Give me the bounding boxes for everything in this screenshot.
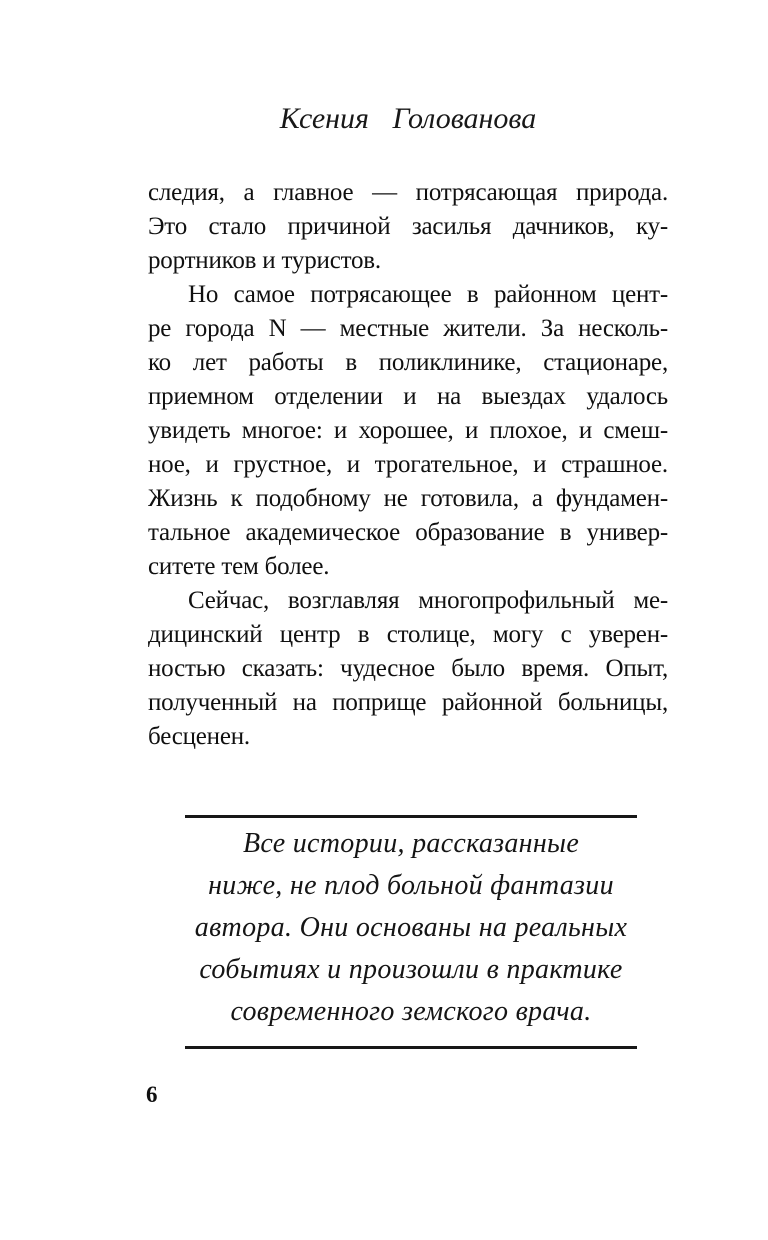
text-line: Сейчас, возглавляя многопрофильный ме-: [188, 587, 668, 614]
text-line: полученный на поприще районной больницы,: [148, 689, 668, 716]
text-line: ре города N — местные жители. За несколь-: [148, 315, 668, 342]
text-line: Это стало причиной засилья дачников, ку-: [148, 213, 668, 240]
quote-line: событиях и произошли в практике: [199, 954, 623, 985]
quote-line: Все истории, рассказанные: [242, 828, 580, 859]
page-number: 6: [146, 1082, 158, 1107]
quote-line: автора. Они основаны на реальных: [194, 912, 628, 943]
text-line: увидеть многое: и хорошее, и плохое, и смеш-: [148, 417, 668, 444]
text-line: ностью сказать: чудесное было время. Опыт,: [148, 655, 668, 682]
text-line: ситете тем более.: [148, 553, 330, 580]
author-header: Ксения Голованова: [279, 102, 537, 135]
quote-line: современного земского врача.: [230, 996, 592, 1027]
body-text: [148, 176, 668, 754]
quote-rule-top: [185, 815, 637, 818]
text-line: Но самое потрясающее в районном цент-: [188, 281, 668, 308]
paragraph: [148, 278, 668, 584]
text-line: ное, и грустное, и трогательное, и страшное.: [148, 451, 668, 478]
text-line: бесценен.: [148, 723, 250, 750]
quote-rule-bottom: [185, 1046, 637, 1049]
text-line: приемном отделении и на выездах удалось: [148, 383, 668, 410]
text-line: тальное академическое образование в универ-: [148, 519, 668, 546]
quote-line: ниже, не плод больной фантазии: [208, 870, 614, 901]
quote-block: [158, 823, 664, 1033]
text-line: дицинский центр в столице, могу с уверен-: [148, 621, 668, 648]
text-line: следия, а главное — потрясающая природа.: [148, 179, 668, 206]
paragraph: [148, 584, 668, 754]
text-line: Жизнь к подобному не готовила, а фундамен-: [148, 485, 668, 512]
paragraph: [148, 176, 668, 278]
text-line: рортников и туристов.: [148, 247, 381, 274]
text-line: ко лет работы в поликлинике, стационаре,: [148, 349, 668, 376]
